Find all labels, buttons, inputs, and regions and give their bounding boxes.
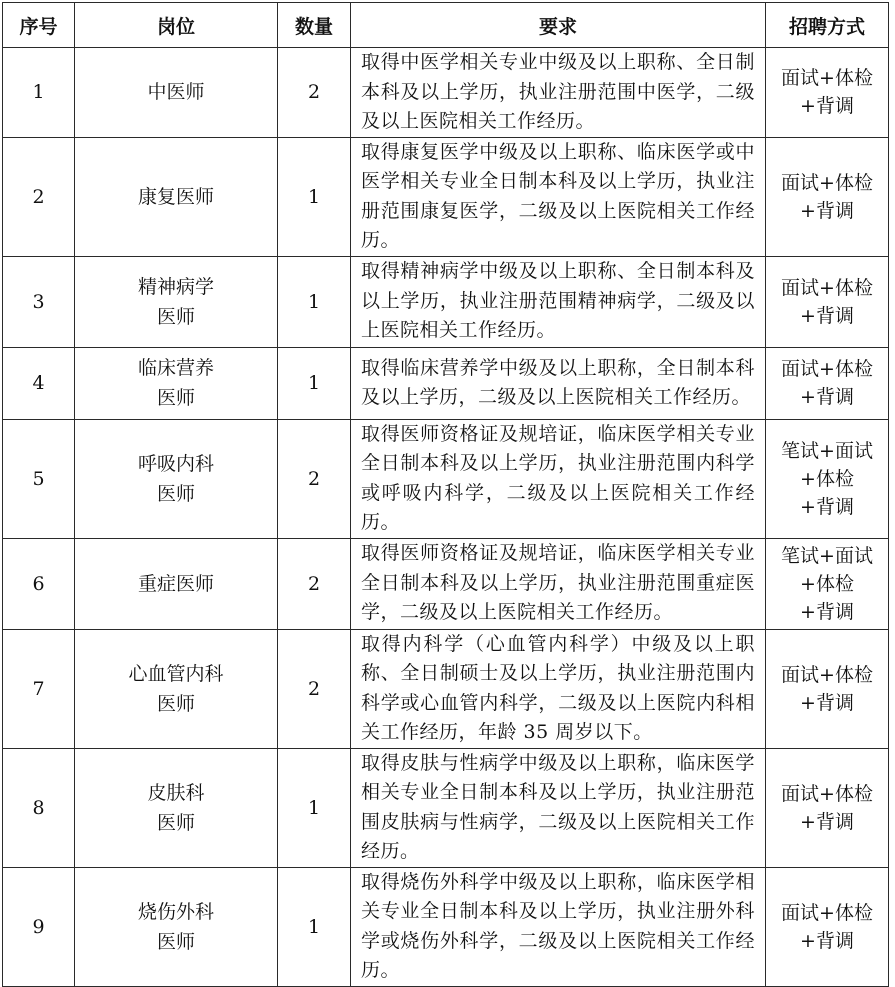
method-line: +背调 (800, 810, 854, 833)
header-method: 招聘方式 (766, 3, 889, 48)
row-position (75, 48, 278, 138)
row-position (75, 137, 278, 256)
table-row (3, 137, 889, 256)
method-line: +体检 (800, 467, 854, 490)
header-requirement: 要求 (351, 3, 766, 48)
recruitment-table (2, 2, 889, 987)
position-line: 医师 (156, 482, 195, 505)
row-position (75, 629, 278, 748)
position-line: 心血管内科 (128, 662, 224, 685)
table-row (3, 748, 889, 867)
method-line: 面试+体检 (781, 663, 873, 686)
position-line: 烧伤外科 (137, 900, 214, 923)
position-line: 医师 (156, 692, 195, 715)
header-no: 序号 (3, 3, 75, 48)
header-row (3, 3, 889, 48)
row-requirement: 取得精神病学中级及以上职称、全日制本科及以上学历，执业注册范围精神病学，二级及以上医院相关工作经历。 (351, 256, 766, 347)
row-position (75, 867, 278, 986)
method-line: +背调 (800, 929, 854, 952)
row-method (766, 538, 889, 629)
row-requirement: 取得医师资格证及规培证，临床医学相关专业全日制本科及以上学历，执业注册范围内科学或呼吸内科学，二级及以上医院相关工作经历。 (351, 419, 766, 538)
position-line: 呼吸内科 (137, 452, 214, 475)
method-line: +背调 (800, 304, 854, 327)
row-method (766, 256, 889, 347)
row-count: 1 (278, 748, 351, 867)
table-row (3, 48, 889, 138)
header-count: 数量 (278, 3, 351, 48)
row-method (766, 748, 889, 867)
method-line: 笔试+面试 (781, 439, 873, 462)
method-line: 面试+体检 (781, 782, 873, 805)
table-row (3, 347, 889, 419)
row-method (766, 347, 889, 419)
row-requirement: 取得医师资格证及规培证，临床医学相关专业全日制本科及以上学历，执业注册范围重症医学，二级及以上医院相关工作经历。 (351, 538, 766, 629)
row-requirement: 取得康复医学中级及以上职称、临床医学或中医学相关专业全日制本科及以上学历，执业注册范围康复医学，二级及以上医院相关工作经历。 (351, 137, 766, 256)
row-method (766, 137, 889, 256)
table-row (3, 419, 889, 538)
row-count: 1 (278, 137, 351, 256)
position-line: 皮肤科 (147, 781, 205, 804)
row-no: 1 (3, 48, 75, 138)
row-no: 8 (3, 748, 75, 867)
method-line: 面试+体检 (781, 171, 873, 194)
position-line: 康复医师 (137, 185, 214, 208)
position-line: 医师 (156, 305, 195, 328)
row-method (766, 48, 889, 138)
method-line: +背调 (800, 386, 854, 408)
table-row (3, 629, 889, 748)
position-line: 临床营养 (137, 357, 214, 379)
method-line: +体检 (800, 572, 854, 595)
row-position (75, 347, 278, 419)
row-no: 9 (3, 867, 75, 986)
row-position (75, 538, 278, 629)
header-position: 岗位 (75, 3, 278, 48)
row-position (75, 256, 278, 347)
position-line: 医师 (156, 930, 195, 953)
row-count: 2 (278, 629, 351, 748)
method-line: +背调 (800, 691, 854, 714)
method-line: +背调 (800, 495, 854, 518)
table-row (3, 538, 889, 629)
row-requirement: 取得临床营养学中级及以上职称，全日制本科及以上学历，二级及以上医院相关工作经历。 (351, 347, 766, 419)
method-line: 面试+体检 (781, 276, 873, 299)
row-position (75, 748, 278, 867)
row-count: 2 (278, 538, 351, 629)
table-row (3, 867, 889, 986)
table-row (3, 256, 889, 347)
row-method (766, 419, 889, 538)
row-no: 3 (3, 256, 75, 347)
position-line: 中医师 (147, 81, 205, 104)
row-count: 1 (278, 867, 351, 986)
row-count: 2 (278, 48, 351, 138)
row-count: 1 (278, 347, 351, 419)
position-line: 医师 (156, 387, 195, 409)
method-line: 面试+体检 (781, 358, 873, 380)
position-line: 医师 (156, 811, 195, 834)
position-line: 精神病学 (137, 275, 214, 298)
row-no: 5 (3, 419, 75, 538)
row-no: 2 (3, 137, 75, 256)
row-method (766, 629, 889, 748)
row-requirement: 取得皮肤与性病学中级及以上职称，临床医学相关专业全日制本科及以上学历，执业注册范围皮肤病与性病学，二级及以上医院相关工作经历。 (351, 748, 766, 867)
row-method (766, 867, 889, 986)
method-line: +背调 (800, 199, 854, 222)
method-line: 笔试+面试 (781, 544, 873, 567)
row-requirement: 取得内科学（心血管内科学）中级及以上职称、全日制硕士及以上学历，执业注册范围内科学或心血管内科学，二级及以上医院内科相关工作经历，年龄 35 周岁以下。 (351, 629, 766, 748)
row-no: 7 (3, 629, 75, 748)
row-count: 1 (278, 256, 351, 347)
row-no: 4 (3, 347, 75, 419)
method-line: +背调 (800, 600, 854, 623)
row-position (75, 419, 278, 538)
method-line: +背调 (800, 95, 854, 118)
method-line: 面试+体检 (781, 901, 873, 924)
row-no: 6 (3, 538, 75, 629)
row-count: 2 (278, 419, 351, 538)
row-requirement: 取得烧伤外科学中级及以上职称，临床医学相关专业全日制本科及以上学历，执业注册外科学或烧伤外科学，二级及以上医院相关工作经历。 (351, 867, 766, 986)
method-line: 面试+体检 (781, 67, 873, 90)
row-requirement: 取得中医学相关专业中级及以上职称、全日制本科及以上学历，执业注册范围中医学，二级及以上医院相关工作经历。 (351, 48, 766, 138)
position-line: 重症医师 (137, 572, 214, 595)
